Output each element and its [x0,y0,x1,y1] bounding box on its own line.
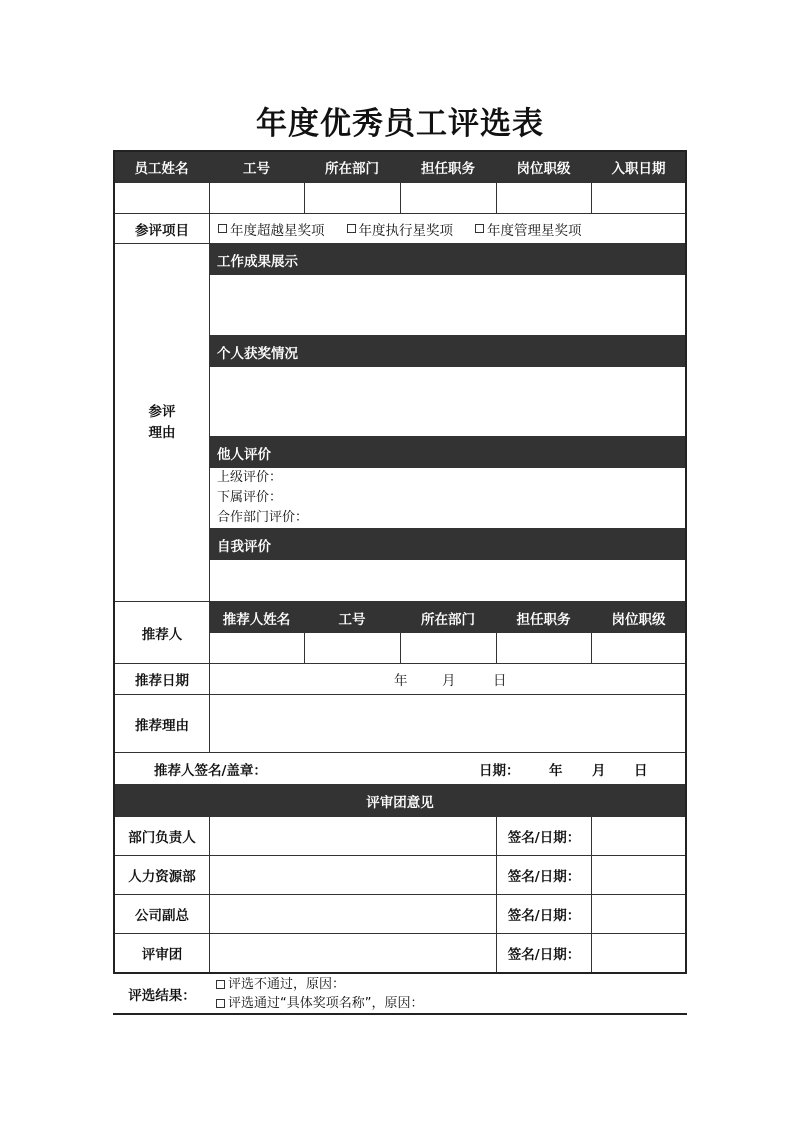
header-employee-name: 员工姓名 [114,151,209,182]
header-job-level: 岗位职级 [496,151,591,182]
panel-row-label: 公司副总 [114,894,210,934]
form-border [113,150,687,974]
reason-label: 参评 理由 [114,243,210,602]
signature-day: 日 [634,762,648,779]
signature-date-label: 日期： [479,762,520,779]
signature-year: 年 [549,762,563,779]
panel-header: 评审团意见 [114,785,686,817]
checkbox-icon[interactable] [216,999,225,1008]
panel-row-label: 评审团 [114,933,210,973]
rec-header-level: 岗位职级 [591,602,686,633]
checkbox-icon[interactable] [216,980,225,989]
supervisor-evaluation-label: 上级评价： [217,470,283,485]
panel-sign-label: 签名/日期： [496,933,592,973]
panel-sign-label: 签名/日期： [496,816,592,856]
header-employee-id: 工号 [209,151,304,182]
category-option-1[interactable]: 年度超越星奖项 [218,219,325,239]
recommender-label: 推荐人 [114,601,210,664]
result-label: 评选结果： [128,988,196,1004]
section-others: 他人评价 [209,437,686,468]
date-month: 月 [442,673,456,689]
category-option-3[interactable]: 年度管理星奖项 [475,219,582,239]
page-title: 年度优秀员工评选表 [256,106,544,142]
signature-label: 推荐人签名/盖章： [154,762,267,779]
panel-row-label: 人力资源部 [114,855,210,895]
result-options [216,975,423,1013]
rec-header-name: 推荐人姓名 [209,602,304,633]
result-option-fail[interactable]: 评选不通过，原因： [216,975,423,994]
header-department: 所在部门 [304,151,400,182]
date-year: 年 [394,673,408,689]
category-label: 参评项目 [114,213,210,244]
panel-sign-label: 签名/日期： [496,894,592,934]
category-option-2[interactable]: 年度执行星奖项 [347,219,454,239]
subordinate-evaluation-label: 下属评价： [217,490,283,505]
result-option-pass[interactable]: 评选通过“具体奖项名称”，原因： [216,994,423,1013]
rec-header-position: 担任职务 [496,602,591,633]
recommend-date-label: 推荐日期 [114,663,210,695]
rec-header-id: 工号 [304,602,400,633]
header-hire-date: 入职日期 [591,151,686,182]
partner-dept-evaluation-label: 合作部门评价： [217,510,309,525]
section-self: 自我评价 [209,529,686,560]
bottom-rule [113,1013,687,1015]
panel-sign-label: 签名/日期： [496,855,592,895]
signature-month: 月 [592,762,606,779]
panel-row-label: 部门负责人 [114,816,210,856]
section-achievements: 工作成果展示 [209,244,686,275]
rec-header-department: 所在部门 [400,602,496,633]
header-position: 担任职务 [400,151,496,182]
date-day: 日 [493,673,507,689]
section-awards: 个人获奖情况 [209,336,686,367]
recommend-reason-label: 推荐理由 [114,694,210,753]
